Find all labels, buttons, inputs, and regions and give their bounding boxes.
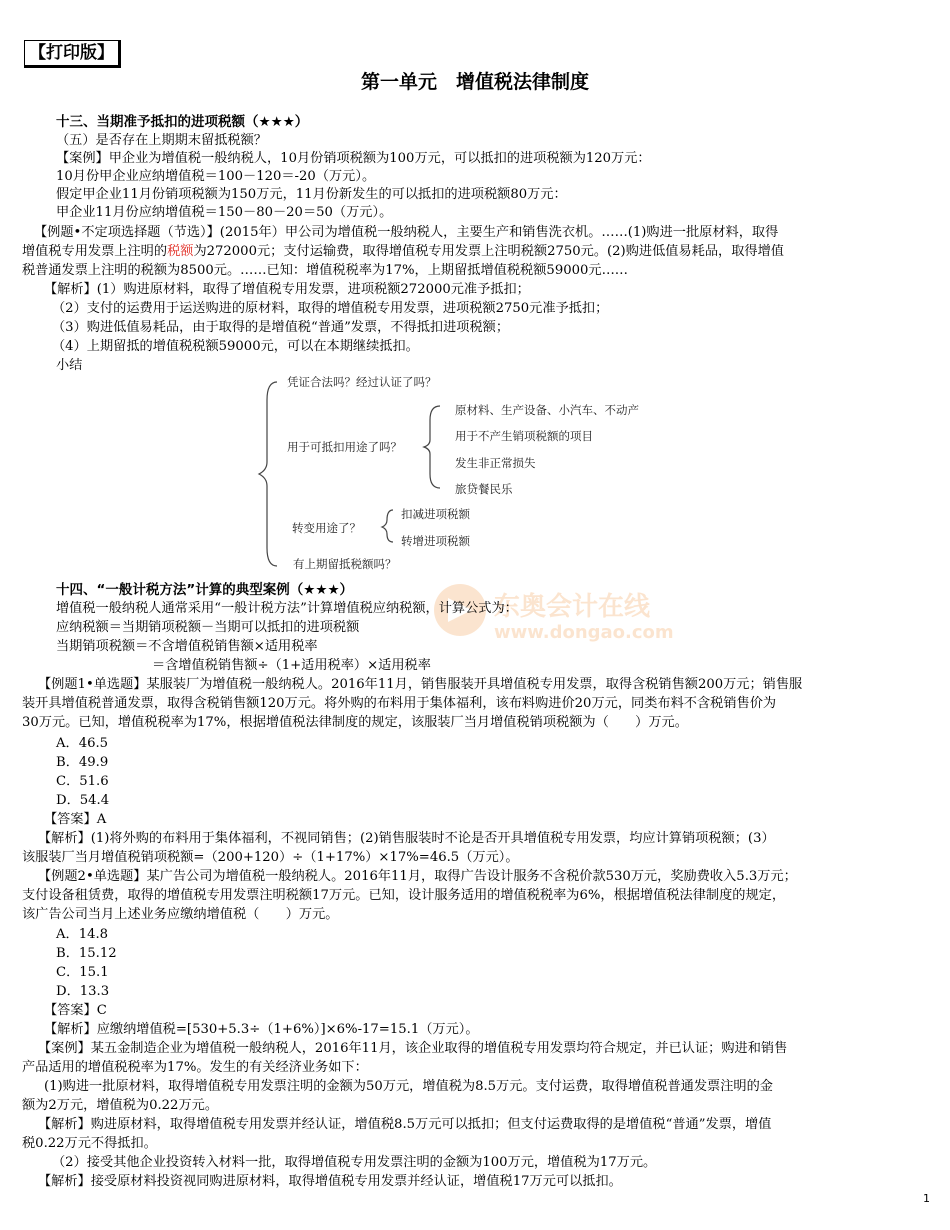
option: B．15.12 (56, 946, 117, 961)
diagram-q4: 有上期留抵税额吗？ (293, 557, 397, 571)
example-text: 增值税专用发票上注明的 (22, 244, 168, 259)
analysis-line: 【解析】应缴纳增值税=[530+5.3÷（1+6%）]×6%-17=15.1（万元）。 (44, 1022, 479, 1037)
formula-line: ＝含增值税销售额÷（1+适用税率）×适用税率 (152, 658, 431, 673)
formula-line: 当期销项税额＝不含增值税销售额×适用税率 (56, 639, 318, 654)
case-line: 税0.22万元不得抵扣。 (22, 1136, 157, 1151)
summary-diagram (255, 370, 715, 575)
case-line: 产品适用的增值税税率为17%。发生的有关经济业务如下： (22, 1060, 368, 1075)
option: C．51.6 (56, 774, 109, 789)
example-line: 【例题•不定项选择题（节选）】(2015年）甲公司为增值税一般纳税人，主要生产和销售洗衣机。……(1)购进一批原材料，取得 (34, 225, 779, 240)
paragraph-line: （五）是否存在上期期末留抵税额？ (56, 133, 267, 148)
example-text: 为272000元；支付运输费，取得增值税专用发票上注明税额2750元。(2)购进低值易耗品，取得增值 (193, 244, 784, 259)
diagram-q2: 用于可抵扣用途了吗？ (287, 440, 402, 454)
bracket-lines (255, 370, 715, 575)
diagram-q2-item: 发生非正常损失 (455, 456, 536, 470)
paragraph-line: 10月份甲企业应纳增值税＝100－120＝-20（万元）。 (56, 169, 376, 184)
case-line: 【案例】某五金制造企业为增值税一般纳税人，2016年11月，该企业取得的增值税专用发票均符合规定，并已认证；购进和销售 (38, 1041, 788, 1056)
page-title: 第一单元 增值税法律制度 (360, 71, 589, 93)
case-line: 【解析】购进原材料，取得增值税专用发票并经认证，增值税8.5万元可以抵扣；但支付运费取得的是增值税“普通”发票，增值 (38, 1117, 772, 1132)
case-line: (1)购进一批原材料，取得增值税专用发票注明的金额为50万元，增值税为8.5万元。支付运费，取得增值税普通发票注明的金 (44, 1079, 773, 1094)
diagram-q3: 转变用途了？ (292, 521, 361, 535)
analysis-line: 【解析】(1)将外购的布料用于集体福利，不视同销售；(2)销售服装时不论是否开具增值税专用发票，均应计算销项税额；(3） (38, 831, 775, 846)
diagram-q2-item: 原材料、生产设备、小汽车、不动产 (455, 403, 639, 417)
highlighted-text: 税额 (167, 244, 194, 259)
question-line: 【例题1•单选题】某服装厂为增值税一般纳税人。2016年11月，销售服装开具增值税专用发票，取得含税销售额200万元；销售服 (38, 677, 803, 692)
question-line: 该广告公司当月上述业务应缴纳增值税（ ）万元。 (22, 907, 339, 922)
case-line: 【解析】接受原材料投资视同购进原材料，取得增值税专用发票并经认证，增值税17万元可以抵扣。 (38, 1174, 622, 1189)
analysis-line: （4）上期留抵的增值税税额59000元，可以在本期继续抵扣。 (52, 339, 419, 354)
option: D．13.3 (56, 984, 110, 999)
paragraph-line: 【案例】甲企业为增值税一般纳税人，10月份销项税额为100万元，可以抵扣的进项税额为120万元： (56, 151, 651, 166)
option: D．54.4 (56, 793, 110, 808)
option: A．14.8 (56, 927, 109, 942)
formula-line: 增值税一般纳税人通常采用“一般计税方法”计算增值税应纳税额，计算公式为： (56, 601, 518, 616)
question-line: 【例题2•单选题】某广告公司为增值税一般纳税人。2016年11月，取得广告设计服务不含税价款530万元，奖励费收入5.3万元； (38, 869, 797, 884)
case-line: 额为2万元，增值税为0.22万元。 (22, 1098, 219, 1113)
case-line: （2）接受其他企业投资转入材料一批，取得增值税专用发票注明的金额为100万元，增值税为17万元。 (52, 1155, 657, 1170)
question-line: 装开具增值税普通发票，取得含税销售额120万元。将外购的布料用于集体福利，该布料购进价20万元，同类布料不含税销售价为 (22, 696, 777, 711)
question-line: 30万元。已知，增值税税率为17%，根据增值税法律制度的规定，该服装厂当月增值税销项税额为（ ）万元。 (22, 715, 688, 730)
analysis-line: （2）支付的运费用于运送购进的原材料，取得的增值税专用发票，进项税额2750元准予抵扣； (52, 301, 609, 316)
answer: 【答案】C (44, 1003, 107, 1018)
paragraph-line: 甲企业11月份应纳增值税＝150－80－20＝50（万元）。 (56, 205, 393, 220)
diagram-q2-item: 旅贷餐民乐 (455, 482, 513, 496)
summary-label: 小结 (56, 358, 83, 373)
section-13-heading: 十三、当期准予抵扣的进项税额（★★★） (56, 114, 309, 130)
analysis-line: （3）购进低值易耗品，由于取得的是增值税“普通”发票，不得抵扣进项税额； (52, 320, 510, 335)
formula-line: 应纳税额＝当期销项税额－当期可以抵扣的进项税额 (56, 620, 360, 635)
answer: 【答案】A (44, 812, 107, 827)
analysis-line: 该服装厂当月增值税销项税额=（200+120）÷（1+17%）×17%=46.5（万元）。 (22, 850, 519, 865)
diagram-q2-item: 用于不产生销项税额的项目 (455, 429, 593, 443)
watermark-cn: 东奥会计在线 (494, 592, 651, 622)
section-14-heading: 十四、“一般计税方法”计算的典型案例（★★★） (56, 582, 354, 598)
option: A．46.5 (56, 736, 109, 751)
paragraph-line: 假定甲企业11月份销项税额为150万元，11月份新发生的可以抵扣的进项税额80万元： (56, 187, 567, 202)
option: B．49.9 (56, 755, 109, 770)
diagram-q3-item: 扣减进项税额 (401, 507, 470, 521)
option: C．15.1 (56, 965, 109, 980)
example-line (22, 243, 784, 261)
watermark-url: www.dongao.com (494, 622, 674, 643)
print-version-stamp: 【打印版】 (24, 40, 121, 68)
diagram-q1: 凭证合法吗？经过认证了吗？ (287, 375, 437, 389)
analysis-line: 【解析】(1）购进原材料，取得了增值税专用发票，进项税额272000元准予抵扣； (44, 282, 530, 297)
diagram-q3-item: 转增进项税额 (401, 534, 470, 548)
example-line: 税普通发票上注明的税额为8500元。……已知：增值税税率为17%，上期留抵增值税税额59000元…… (22, 263, 628, 278)
question-line: 支付设备租赁费，取得的增值税专用发票注明税额17万元。已知，设计服务适用的增值税税率为6%，根据增值税法律制度的规定， (22, 888, 786, 903)
dongao-watermark (430, 580, 674, 670)
page-number: 1 (923, 1192, 930, 1205)
